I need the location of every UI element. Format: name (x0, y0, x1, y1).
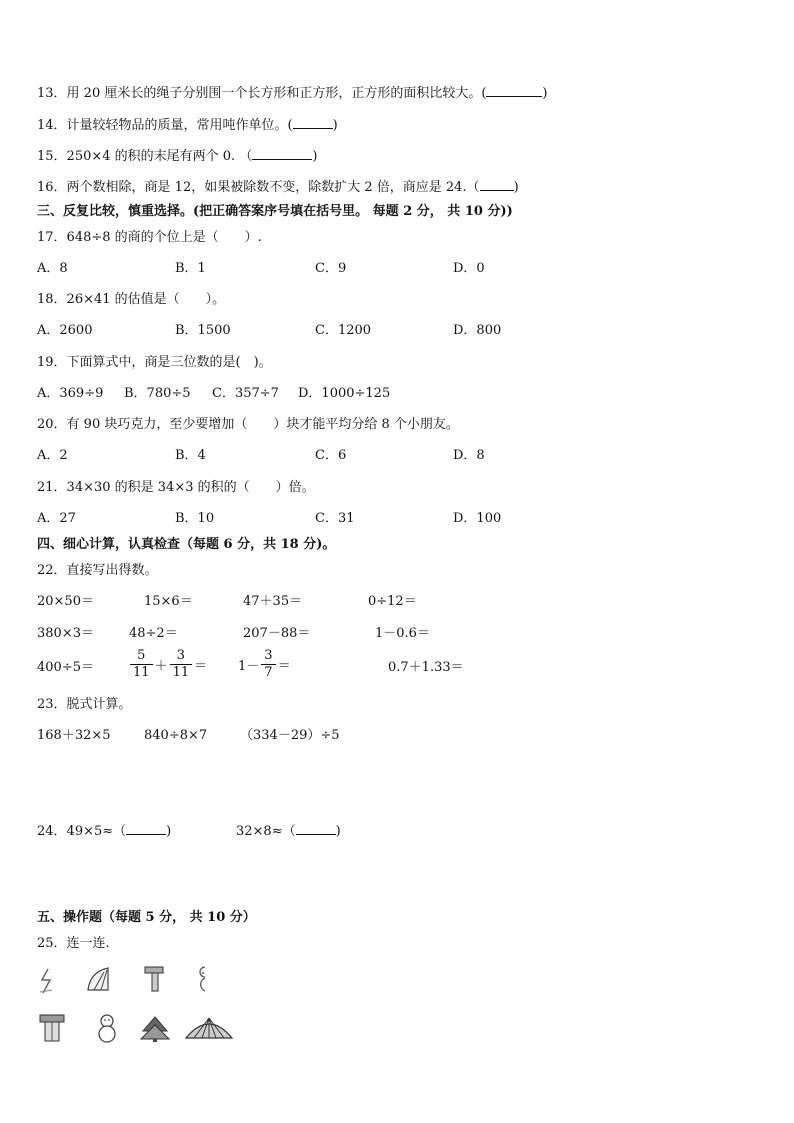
option-c[interactable]: C．6 (315, 448, 347, 463)
option-d[interactable]: D．100 (453, 511, 502, 526)
answer-blank[interactable] (252, 147, 312, 160)
calc-item: 47＋35＝ (243, 594, 303, 609)
answer-blank[interactable] (293, 116, 333, 129)
question-14-text: 14．计量较轻物品的质量，常用吨作单位。( (37, 118, 293, 133)
question-24-a: 24．49×5≈（ (37, 824, 127, 839)
fraction-sum (128, 648, 207, 681)
close-paren: ) (332, 118, 338, 133)
option-b[interactable]: B．1500 (175, 323, 231, 338)
question-22-title: 22．直接写出得数。 (37, 563, 158, 578)
close-paren: ) (166, 824, 172, 839)
option-d[interactable]: D．800 (453, 323, 502, 338)
option-b[interactable]: B．10 (175, 511, 215, 526)
calc-item: 48÷2＝ (129, 626, 178, 641)
question-14 (37, 116, 338, 134)
close-paren: ) (513, 180, 519, 195)
option-c[interactable]: C．357÷7 (212, 386, 279, 401)
option-c[interactable]: C．9 (315, 261, 347, 276)
question-18: 18．26×41 的估值是（ ）。 (37, 292, 226, 307)
calc-item: 20×50＝ (37, 594, 94, 609)
numerator: 3 (170, 648, 193, 665)
option-c[interactable]: C．31 (315, 511, 355, 526)
calc-item: 15×6＝ (144, 594, 193, 609)
answer-blank[interactable] (296, 822, 336, 835)
close-paren: ) (312, 149, 318, 164)
section-3-heading: 三、反复比较，慎重选择。(把正确答案序号填在括号里。 每题 2 分， 共 10 分)) (37, 204, 513, 219)
equals-sign: ＝ (194, 659, 208, 674)
question-15 (37, 147, 317, 165)
question-15-text: 15．250×4 的积的末尾有两个 0. （ (37, 149, 253, 164)
question-24-b-wrap (236, 822, 341, 840)
question-25-title: 25．连一连. (37, 936, 110, 951)
question-24 (37, 822, 171, 840)
calc-item: （334－29）÷5 (240, 728, 340, 743)
close-paren: ) (542, 86, 548, 101)
option-c[interactable]: C．1200 (315, 323, 372, 338)
calc-item: 0÷12＝ (368, 594, 417, 609)
plus-sign: ＋ (154, 659, 168, 674)
question-23-title: 23．脱式计算。 (37, 697, 132, 712)
section-5-heading: 五、操作题（每题 5 分， 共 10 分） (37, 910, 256, 925)
option-d[interactable]: D．0 (453, 261, 485, 276)
denominator: 7 (264, 665, 273, 680)
question-13 (37, 84, 548, 102)
umbrella-icon[interactable] (184, 1016, 234, 1042)
section-4-heading: 四、细心计算，认真检查（每题 6 分，共 18 分)。 (37, 537, 336, 552)
answer-blank[interactable] (126, 822, 166, 835)
calc-item: 400÷5＝ (37, 660, 94, 675)
option-a[interactable]: A．8 (37, 261, 68, 276)
equals-sign: ＝ (277, 659, 291, 674)
snowman-icon[interactable] (95, 1013, 119, 1043)
calc-item: 380×3＝ (37, 626, 94, 641)
option-d[interactable]: D．1000÷125 (298, 386, 391, 401)
fraction-difference (238, 648, 291, 681)
stool-half-icon[interactable] (143, 965, 165, 993)
answer-blank[interactable] (486, 84, 542, 97)
denominator: 11 (133, 665, 150, 680)
option-a[interactable]: A．2600 (37, 323, 93, 338)
option-b[interactable]: B．780÷5 (124, 386, 191, 401)
calc-item: 168＋32×5 (37, 728, 111, 743)
question-17: 17．648÷8 的商的个位上是（ ）. (37, 230, 262, 245)
close-paren: ) (335, 824, 341, 839)
minuend: 1－ (238, 659, 260, 674)
question-20: 20．有 90 块巧克力，至少要增加（ ）块才能平均分给 8 个小朋友。 (37, 417, 459, 432)
question-21: 21．34×30 的积是 34×3 的积的（ ）倍。 (37, 480, 315, 495)
option-b[interactable]: B．4 (175, 448, 206, 463)
question-24-b: 32×8≈（ (236, 824, 296, 839)
fraction (170, 648, 193, 681)
fraction (130, 648, 153, 681)
calc-item: 1－0.6＝ (375, 626, 430, 641)
umbrella-half-icon[interactable] (86, 966, 112, 992)
option-d[interactable]: D．8 (453, 448, 485, 463)
option-a[interactable]: A．27 (37, 511, 76, 526)
question-13-text: 13．用 20 厘米长的绳子分别围一个长方形和正方形，正方形的面积比较大。( (37, 86, 487, 101)
calc-item: 840÷8×7 (144, 728, 208, 743)
option-a[interactable]: A．369÷9 (37, 386, 104, 401)
calc-item: 0.7＋1.33＝ (388, 660, 464, 675)
option-a[interactable]: A．2 (37, 448, 68, 463)
denominator: 11 (172, 665, 190, 680)
question-16 (37, 178, 519, 196)
question-16-text: 16．两个数相除，商是 12，如果被除数不变，除数扩大 2 倍，商应是 24.（ (37, 180, 480, 195)
calc-item: 207－88＝ (243, 626, 311, 641)
numerator: 5 (130, 648, 153, 665)
numerator: 3 (261, 648, 275, 665)
stool-icon[interactable] (38, 1013, 66, 1043)
question-19: 19．下面算式中，商是三位数的是( )。 (37, 355, 272, 370)
tree-icon[interactable] (140, 1015, 170, 1043)
snowman-half-icon[interactable] (195, 965, 211, 993)
fraction (261, 648, 275, 681)
lightning-half-icon[interactable] (38, 968, 58, 994)
answer-blank[interactable] (480, 178, 514, 191)
option-b[interactable]: B．1 (175, 261, 206, 276)
